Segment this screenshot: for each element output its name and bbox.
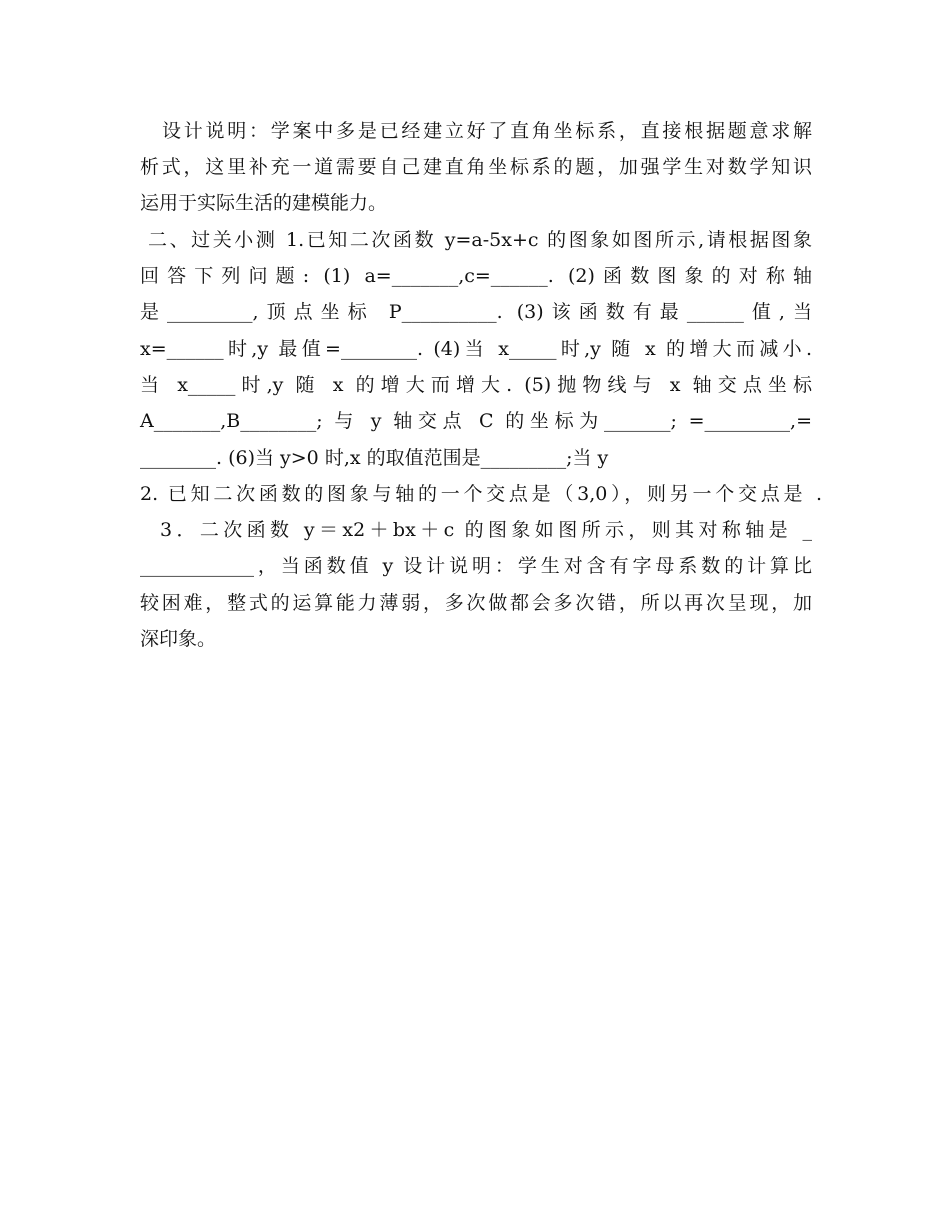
design-note-2-line-2: 深印象。 [140, 628, 217, 650]
quiz-line-6: A_______,B________; 与 y 轴交点 C 的坐标为_______; =_________,= [140, 410, 812, 432]
quiz-line-5: 当 x_____时,y 随 x 的增大而增大. (5)抛物线与 x 轴交点坐标 [140, 374, 812, 396]
question-2-line: 2. 已知二次函数的图象与轴的一个交点是（3,0），则另一个交点是 . [140, 483, 822, 505]
quiz-line-7: ________. (6)当 y>0 时,x 的取值范围是_________;当 y [140, 447, 609, 469]
quiz-line-2: 回答下列问题: (1) a=_______,c=______. (2)函数图象的对称轴 [140, 265, 812, 287]
quiz-line-1: 二、过关小测 1.已知二次函数 y=a-5x+c 的图象如图所示,请根据图象 [148, 229, 812, 251]
quiz-line-3: 是_________,顶点坐标 P__________. (3)该函数有最______值,当 [140, 301, 812, 323]
design-note-2-line-1: 较困难，整式的运算能力薄弱，多次做都会多次错，所以再次呈现，加 [140, 592, 812, 614]
quiz-line-4: x=______时,y 最值=________. (4)当 x_____时,y 随 x 的增大而减小. [140, 338, 812, 360]
question-3-line-2: ____________，当函数值 y 设计说明：学生对含有字母系数的计算比 [140, 555, 812, 577]
question-3-line-1: 3．二次函数 y＝x2＋bx＋c 的图象如图所示，则其对称轴是 _ [160, 519, 812, 541]
design-note-line-1: 设计说明：学案中多是已经建立好了直角坐标系，直接根据题意求解 [162, 120, 812, 142]
design-note-line-3: 运用于实际生活的建模能力。 [140, 192, 388, 214]
design-note-line-2: 析式，这里补充一道需要自己建直角坐标系的题，加强学生对数学知识 [140, 156, 812, 178]
